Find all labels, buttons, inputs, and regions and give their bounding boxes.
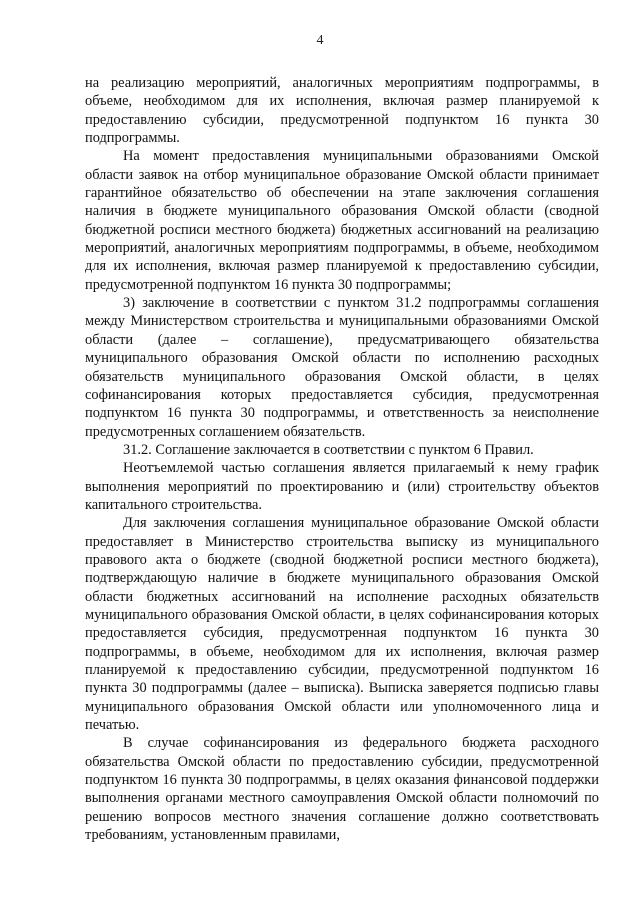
page-number: 4	[316, 33, 324, 48]
paragraph-guarantee-obligation: На момент предоставления муниципальными образованиями Омской области заявок на отбор муниципальное образование Омской области принимает гарантийное обязательство об обеспечении на этапе заключения соглашения наличия в бюджете муниципального образования Омской области (сводной бюджетной росписи местного бюджета) бюджетных ассигнований на реализацию мероприятий, аналогичных мероприятиям подпрограммы, в объеме, необходимом для их исполнения, включая размер планируемой к предоставлению субсидии, предусмотренной подпунктом 16 пункта 30 подпрограммы;	[85, 148, 599, 293]
document-body	[85, 74, 599, 844]
paragraph-schedule: Неотъемлемой частью соглашения является прилагаемый к нему график выполнения мероприятий по проектированию и (или) строительству объектов капитального строительства.	[85, 460, 599, 513]
paragraph-federal-cofinancing: В случае софинансирования из федерального бюджета расходного обязательства Омской области по предоставлению субсидии, предусмотренной подпунктом 16 пункта 30 подпрограммы, в целях оказания финансовой поддержки выполнения органами местного самоуправления Омской области полномочий по решению вопросов местного значения соглашение должно соответствовать требованиям, установленным правилами,	[85, 735, 599, 844]
paragraph-31-2: 31.2. Соглашение заключается в соответствии с пунктом 6 Правил.	[123, 441, 534, 458]
paragraph-continuation: на реализацию мероприятий, аналогичных мероприятиям подпрограммы, в объеме, необходимом для их исполнения, включая размер планируемой к предоставлению субсидии, предусмотренной подпунктом 16 пункта 30 подпрограммы.	[85, 75, 599, 147]
paragraph-budget-extract: Для заключения соглашения муниципальное образование Омской области предоставляет в Министерство строительства выписку из муниципального правового акта о бюджете (сводной бюджетной росписи местного бюджета), подтверждающую наличие в бюджете муниципального образования Омской области бюджетных ассигнований на исполнение расходных обязательств муниципального образования Омской области, в целях софинансирования которых предоставляется субсидия, предусмотренная подпунктом 16 пункта 30 подпрограммы, в объеме, необходимом для их исполнения, включая размер планируемой к предоставлению субсидии, предусмотренной подпунктом 16 пункта 30 подпрограммы (далее – выписка). Выписка заверяется подписью главы муниципального образования Омской области или уполномоченного лица и печатью.	[85, 515, 599, 734]
paragraph-item-3-agreement: 3) заключение в соответствии с пунктом 31.2 подпрограммы соглашения между Министерством строительства и муниципальными образованиями Омской области (далее – соглашение), предусматривающего обязательства муниципального образования Омской области по исполнению расходных обязательств муниципального образования Омской области, в целях софинансирования которых предоставляется субсидия, предусмотренная подпунктом 16 пункта 30 подпрограммы, и ответственность за неисполнение предусмотренных соглашением обязательств.	[85, 295, 599, 440]
